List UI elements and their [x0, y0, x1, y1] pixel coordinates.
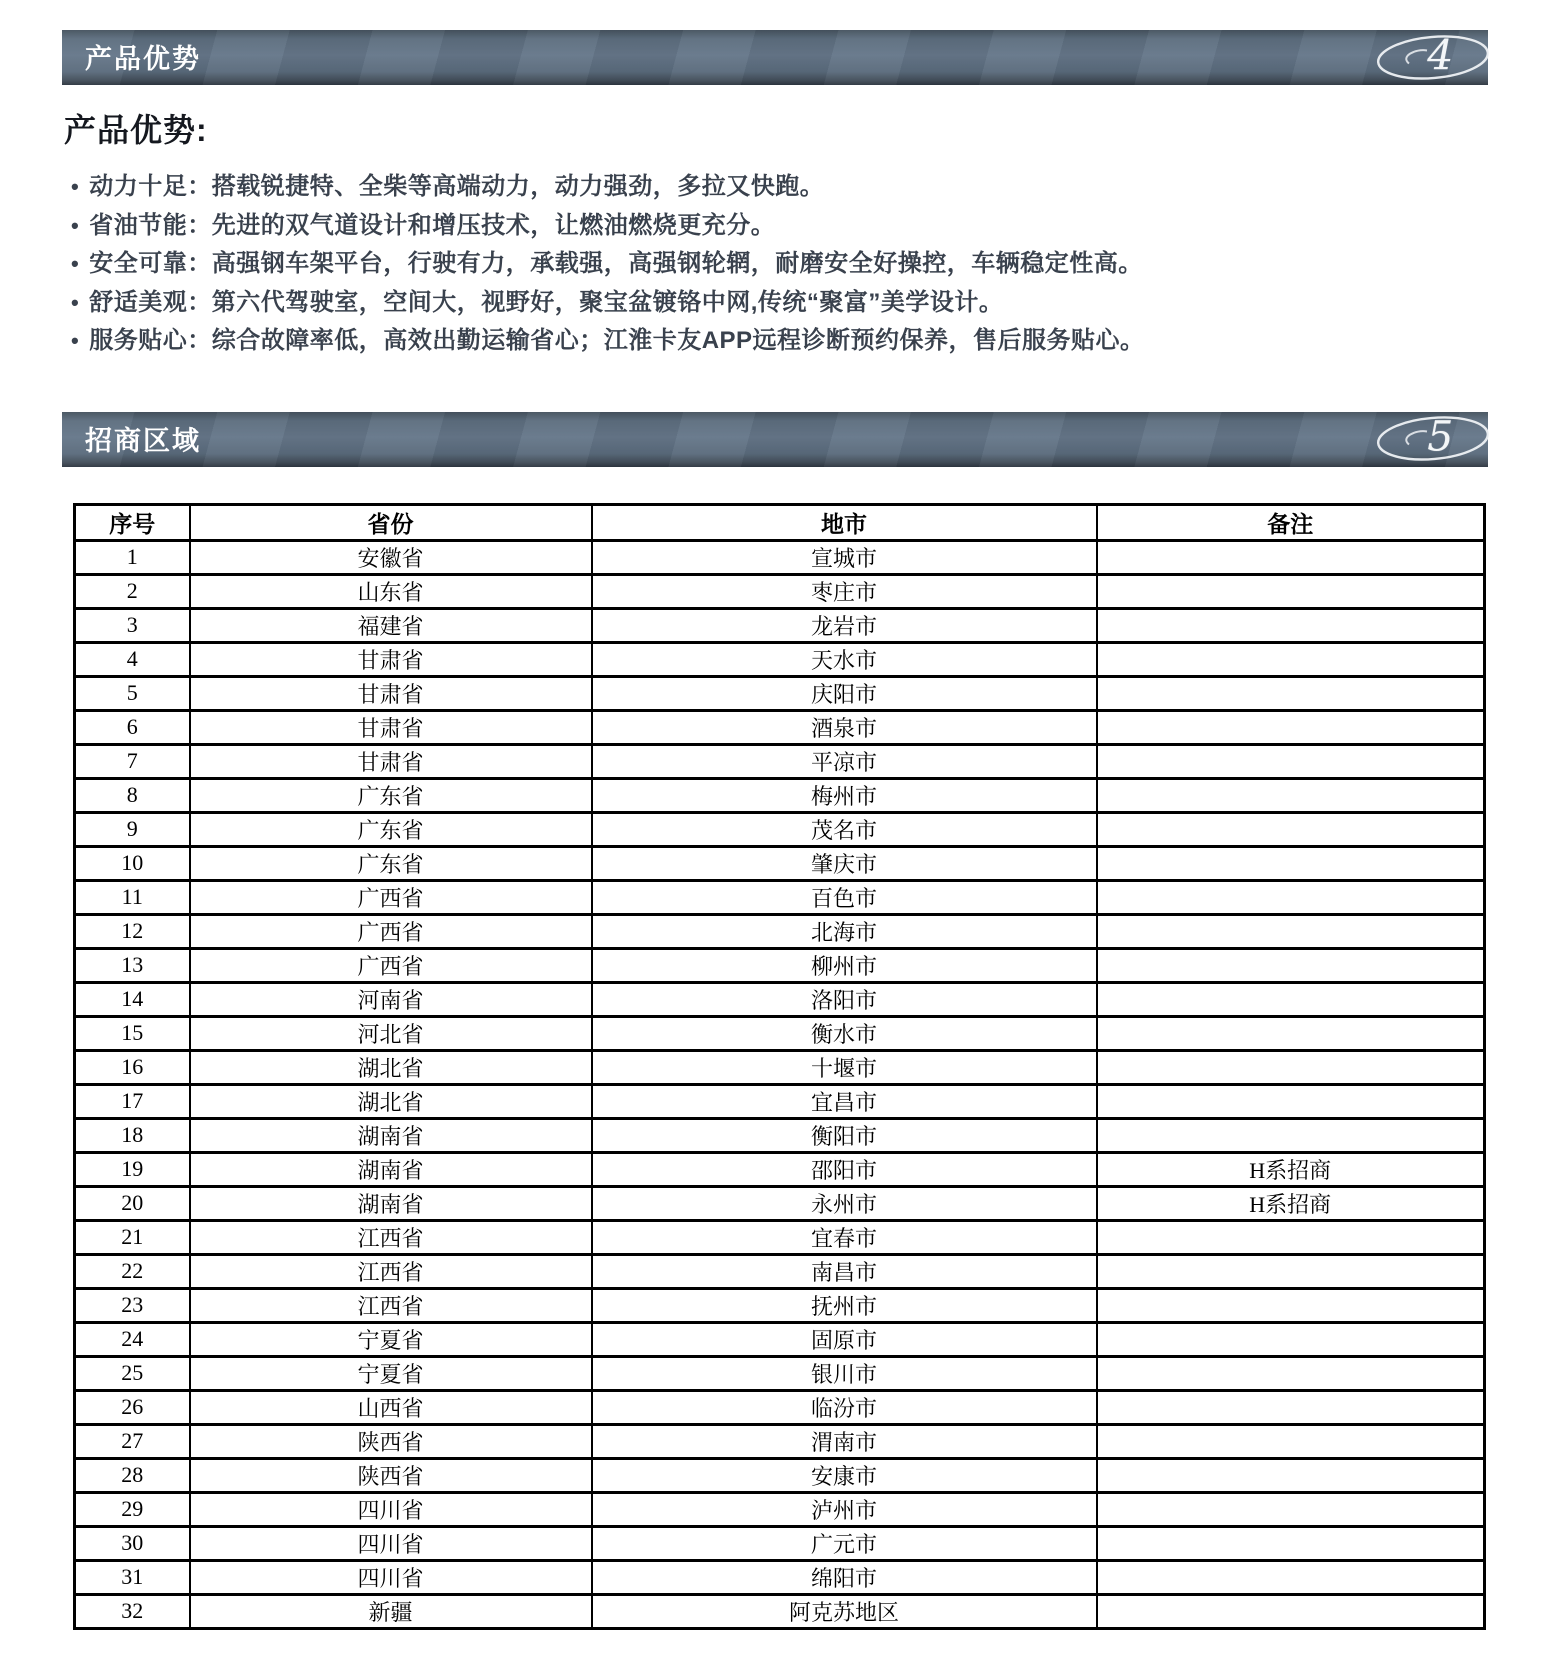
cell-index: 3	[75, 608, 190, 642]
cell-remark	[1097, 1424, 1485, 1458]
cell-province: 河北省	[190, 1016, 592, 1050]
cell-remark: H系招商	[1097, 1152, 1485, 1186]
header-cell-city: 地市	[592, 504, 1097, 540]
table-row	[75, 1016, 1485, 1050]
cell-remark	[1097, 1594, 1485, 1628]
table-row	[75, 1424, 1485, 1458]
cell-remark	[1097, 1356, 1485, 1390]
cell-city: 北海市	[592, 914, 1097, 948]
cell-remark	[1097, 1492, 1485, 1526]
cell-city: 安康市	[592, 1458, 1097, 1492]
advantage-item	[71, 168, 1488, 207]
cell-index: 32	[75, 1594, 190, 1628]
cell-city: 南昌市	[592, 1254, 1097, 1288]
table-row	[75, 608, 1485, 642]
cell-index: 18	[75, 1118, 190, 1152]
cell-index: 6	[75, 710, 190, 744]
cell-province: 湖南省	[190, 1118, 592, 1152]
cell-index: 10	[75, 846, 190, 880]
cell-remark: H系招商	[1097, 1186, 1485, 1220]
cell-city: 洛阳市	[592, 982, 1097, 1016]
cell-city: 宜昌市	[592, 1084, 1097, 1118]
advantage-item	[71, 284, 1488, 323]
cell-remark	[1097, 1322, 1485, 1356]
cell-city: 永州市	[592, 1186, 1097, 1220]
cell-city: 渭南市	[592, 1424, 1097, 1458]
cell-province: 陕西省	[190, 1424, 592, 1458]
cell-index: 8	[75, 778, 190, 812]
cell-province: 广东省	[190, 846, 592, 880]
cell-city: 邵阳市	[592, 1152, 1097, 1186]
page-number-badge	[1373, 412, 1491, 464]
cell-remark	[1097, 1288, 1485, 1322]
region-table	[73, 503, 1486, 1630]
table-row	[75, 1594, 1485, 1628]
cell-city: 酒泉市	[592, 710, 1097, 744]
cell-index: 5	[75, 676, 190, 710]
table-row	[75, 540, 1485, 574]
cell-city: 固原市	[592, 1322, 1097, 1356]
cell-city: 广元市	[592, 1526, 1097, 1560]
advantage-text: 服务贴心：综合故障率低，高效出勤运输省心；江淮卡友APP远程诊断预约保养，售后服务贴心。	[89, 327, 1145, 354]
cell-province: 甘肃省	[190, 744, 592, 778]
cell-index: 9	[75, 812, 190, 846]
cell-province: 江西省	[190, 1288, 592, 1322]
cell-index: 24	[75, 1322, 190, 1356]
cell-index: 2	[75, 574, 190, 608]
bullet-dot-icon: •	[71, 289, 80, 315]
cell-city: 衡阳市	[592, 1118, 1097, 1152]
page-number: 4	[1427, 31, 1454, 80]
cell-province: 河南省	[190, 982, 592, 1016]
cell-province: 甘肃省	[190, 676, 592, 710]
bullet-dot-icon: •	[71, 251, 80, 276]
cell-province: 湖北省	[190, 1084, 592, 1118]
section-bar-title: 招商区域	[85, 425, 201, 456]
cell-remark	[1097, 880, 1485, 914]
advantage-text: 省油节能：先进的双气道设计和增压技术，让燃油燃烧更充分。	[89, 211, 776, 239]
cell-remark	[1097, 846, 1485, 880]
cell-province: 湖北省	[190, 1050, 592, 1084]
table-row	[75, 1390, 1485, 1424]
cell-province: 四川省	[190, 1560, 592, 1594]
table-row	[75, 982, 1485, 1016]
table-row	[75, 1084, 1485, 1118]
cell-remark	[1097, 1526, 1485, 1560]
header-cell-remark: 备注	[1097, 504, 1485, 540]
cell-province: 湖南省	[190, 1186, 592, 1220]
cell-province: 湖南省	[190, 1152, 592, 1186]
cell-province: 江西省	[190, 1220, 592, 1254]
cell-city: 梅州市	[592, 778, 1097, 812]
cell-province: 福建省	[190, 608, 592, 642]
cell-city: 十堰市	[592, 1050, 1097, 1084]
table-row	[75, 1526, 1485, 1560]
advantage-item	[71, 322, 1488, 361]
cell-city: 宣城市	[592, 540, 1097, 574]
cell-province: 新疆	[190, 1594, 592, 1628]
cell-city: 茂名市	[592, 812, 1097, 846]
table-row	[75, 1118, 1485, 1152]
cell-city: 龙岩市	[592, 608, 1097, 642]
cell-remark	[1097, 1254, 1485, 1288]
cell-remark	[1097, 914, 1485, 948]
advantage-text: 动力十足：搭载锐捷特、全柴等高端动力，动力强劲，多拉又快跑。	[89, 173, 825, 200]
cell-remark	[1097, 1458, 1485, 1492]
cell-city: 阿克苏地区	[592, 1594, 1097, 1628]
cell-province: 山东省	[190, 574, 592, 608]
cell-index: 27	[75, 1424, 190, 1458]
table-row	[75, 846, 1485, 880]
cell-remark	[1097, 676, 1485, 710]
cell-remark	[1097, 1016, 1485, 1050]
table-row	[75, 676, 1485, 710]
section-bar-product-advantages	[62, 30, 1488, 85]
cell-index: 26	[75, 1390, 190, 1424]
cell-index: 16	[75, 1050, 190, 1084]
advantage-item	[71, 245, 1488, 284]
page-number: 5	[1427, 412, 1454, 461]
cell-remark	[1097, 710, 1485, 744]
cell-remark	[1097, 982, 1485, 1016]
product-advantages-heading: 产品优势:	[64, 112, 208, 148]
cell-province: 山西省	[190, 1390, 592, 1424]
cell-province: 宁夏省	[190, 1356, 592, 1390]
cell-province: 广西省	[190, 880, 592, 914]
table-row	[75, 1322, 1485, 1356]
table-row	[75, 1560, 1485, 1594]
table-row	[75, 778, 1485, 812]
cell-province: 四川省	[190, 1492, 592, 1526]
section-bar-investment-region	[62, 412, 1488, 467]
cell-remark	[1097, 1084, 1485, 1118]
cell-index: 14	[75, 982, 190, 1016]
cell-city: 柳州市	[592, 948, 1097, 982]
bullet-dot-icon: •	[71, 212, 80, 238]
header-cell-index: 序号	[75, 504, 190, 540]
cell-index: 28	[75, 1458, 190, 1492]
cell-remark	[1097, 1118, 1485, 1152]
cell-remark	[1097, 642, 1485, 676]
cell-index: 23	[75, 1288, 190, 1322]
region-table-body	[75, 540, 1485, 1628]
cell-province: 广西省	[190, 914, 592, 948]
cell-province: 四川省	[190, 1526, 592, 1560]
cell-remark	[1097, 1560, 1485, 1594]
table-row	[75, 1050, 1485, 1084]
cell-province: 江西省	[190, 1254, 592, 1288]
cell-province: 宁夏省	[190, 1322, 592, 1356]
cell-city: 衡水市	[592, 1016, 1097, 1050]
cell-index: 1	[75, 540, 190, 574]
advantage-text: 安全可靠：高强钢车架平台，行驶有力，承载强，高强钢轮辋，耐磨安全好操控，车辆稳定性高。	[89, 250, 1143, 277]
header-cell-province: 省份	[190, 504, 592, 540]
cell-province: 广东省	[190, 778, 592, 812]
page-number-badge	[1373, 31, 1491, 83]
cell-index: 15	[75, 1016, 190, 1050]
cell-city: 绵阳市	[592, 1560, 1097, 1594]
cell-index: 31	[75, 1560, 190, 1594]
cell-remark	[1097, 778, 1485, 812]
table-row	[75, 1220, 1485, 1254]
cell-remark	[1097, 1220, 1485, 1254]
cell-remark	[1097, 574, 1485, 608]
table-row	[75, 1458, 1485, 1492]
cell-index: 29	[75, 1492, 190, 1526]
cell-remark	[1097, 1390, 1485, 1424]
table-row	[75, 744, 1485, 778]
cell-index: 22	[75, 1254, 190, 1288]
cell-index: 30	[75, 1526, 190, 1560]
table-row	[75, 710, 1485, 744]
cell-city: 抚州市	[592, 1288, 1097, 1322]
table-header-row	[75, 504, 1485, 540]
table-row	[75, 1254, 1485, 1288]
cell-province: 广东省	[190, 812, 592, 846]
cell-city: 肇庆市	[592, 846, 1097, 880]
table-row	[75, 880, 1485, 914]
table-row	[75, 1186, 1485, 1220]
cell-city: 平凉市	[592, 744, 1097, 778]
cell-index: 4	[75, 642, 190, 676]
cell-province: 甘肃省	[190, 642, 592, 676]
cell-index: 17	[75, 1084, 190, 1118]
cell-remark	[1097, 948, 1485, 982]
cell-city: 临汾市	[592, 1390, 1097, 1424]
cell-city: 泸州市	[592, 1492, 1097, 1526]
cell-index: 13	[75, 948, 190, 982]
advantage-text: 舒适美观：第六代驾驶室，空间大，视野好，聚宝盆镀铬中网,传统“聚富”美学设计。	[89, 288, 1004, 316]
cell-city: 银川市	[592, 1356, 1097, 1390]
cell-index: 11	[75, 880, 190, 914]
cell-remark	[1097, 608, 1485, 642]
table-row	[75, 642, 1485, 676]
table-row	[75, 1288, 1485, 1322]
cell-index: 19	[75, 1152, 190, 1186]
section-bar-title: 产品优势	[85, 44, 201, 74]
cell-city: 庆阳市	[592, 676, 1097, 710]
bullet-dot-icon: •	[71, 328, 80, 353]
table-row	[75, 812, 1485, 846]
table-row	[75, 948, 1485, 982]
cell-city: 宜春市	[592, 1220, 1097, 1254]
cell-remark	[1097, 744, 1485, 778]
cell-city: 枣庄市	[592, 574, 1097, 608]
cell-remark	[1097, 812, 1485, 846]
table-row	[75, 1152, 1485, 1186]
cell-province: 广西省	[190, 948, 592, 982]
cell-province: 甘肃省	[190, 710, 592, 744]
table-row	[75, 1356, 1485, 1390]
cell-remark	[1097, 540, 1485, 574]
table-row	[75, 914, 1485, 948]
cell-province: 安徽省	[190, 540, 592, 574]
cell-index: 20	[75, 1186, 190, 1220]
cell-index: 12	[75, 914, 190, 948]
cell-city: 百色市	[592, 880, 1097, 914]
bullet-dot-icon: •	[71, 174, 80, 199]
cell-index: 25	[75, 1356, 190, 1390]
cell-city: 天水市	[592, 642, 1097, 676]
cell-index: 21	[75, 1220, 190, 1254]
advantages-list	[62, 168, 1488, 361]
cell-province: 陕西省	[190, 1458, 592, 1492]
cell-index: 7	[75, 744, 190, 778]
table-row	[75, 1492, 1485, 1526]
table-row	[75, 574, 1485, 608]
cell-remark	[1097, 1050, 1485, 1084]
advantage-item	[71, 207, 1488, 246]
